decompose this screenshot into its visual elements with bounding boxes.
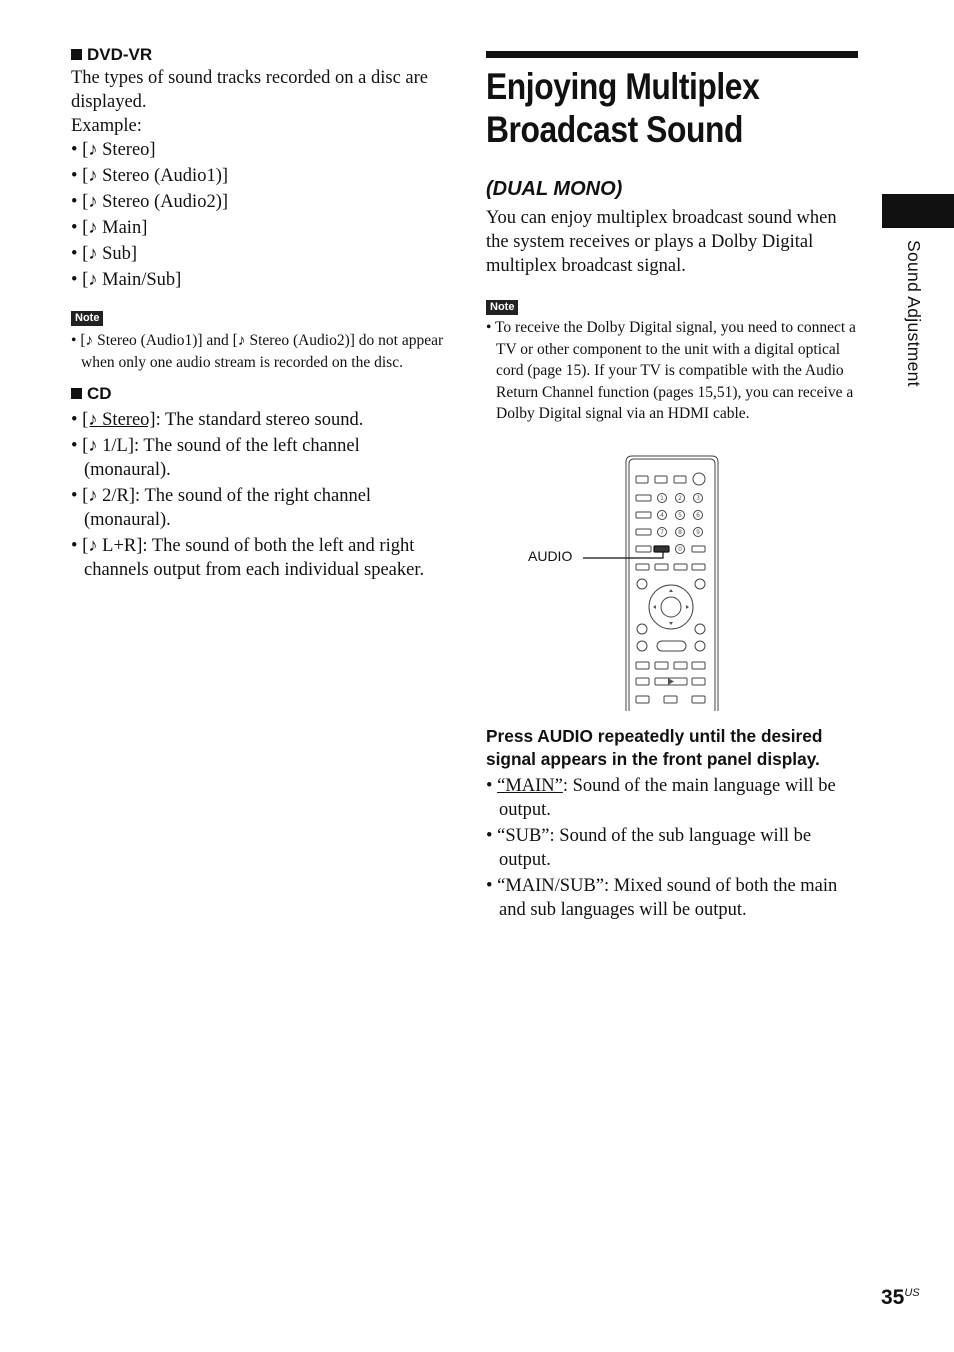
dvdvr-intro: The types of sound tracks recorded on a disc are displayed.: [71, 68, 429, 112]
list-item: • [♪ Stereo (Audio2)]: [71, 192, 229, 212]
cd-list: [71, 408, 446, 582]
square-bullet-icon: [71, 388, 82, 399]
svg-text:3: 3: [696, 495, 700, 502]
square-bullet-icon: [71, 49, 82, 60]
svg-text:7: 7: [660, 529, 664, 536]
svg-text:9: 9: [696, 529, 700, 536]
list-item: • [♪ Sub]: [71, 244, 138, 264]
list-item: • [♪ Stereo]: The standard stereo sound.: [71, 410, 364, 430]
svg-text:2: 2: [678, 495, 682, 502]
title-rule: [486, 51, 858, 58]
audio-button-highlight: [654, 546, 669, 552]
note-text: • To receive the Dolby Digital signal, you need to connect a TV or other component to the unit with a digital optical cord (page 15). If your TV is compatible with the Audio Return Channel function (pages 15,51), you can receive a Dolby Digital signal via an HDMI cable.: [486, 319, 856, 422]
list-item: • [♪ Main/Sub]: [71, 270, 182, 290]
remote-control-icon: [520, 452, 740, 714]
svg-text:0: 0: [678, 546, 682, 553]
step-instruction: Press AUDIO repeatedly until the desired signal appears in the front panel display.: [486, 725, 823, 769]
section-subtitle: (DUAL MONO): [486, 178, 623, 200]
svg-text:5: 5: [678, 512, 682, 519]
result-list: [486, 774, 858, 922]
side-tab-label: Sound Adjustment: [904, 240, 924, 387]
remote-control-figure: [520, 452, 740, 714]
page-number: $35^{US}$: [881, 1286, 920, 1309]
audio-callout-label: AUDIO: [528, 548, 573, 564]
dvdvr-heading: DVD-VR: [71, 44, 446, 66]
list-item: • [♪ 2/R]: The sound of the right channel (monaural).: [71, 486, 372, 530]
left-column: [71, 44, 446, 584]
intro-paragraph: You can enjoy multiplex broadcast sound when the system receives or plays a Dolby Digital multiplex broadcast signal.: [486, 208, 837, 276]
svg-text:8: 8: [678, 529, 682, 536]
page-title: Enjoying Multiplex Broadcast Sound: [486, 66, 760, 150]
dvdvr-list: [71, 138, 446, 292]
list-item: • [♪ L+R]: The sound of both the left and right channels output from each individual speaker.: [71, 536, 425, 580]
list-item: • [♪ Stereo]: [71, 140, 156, 160]
cd-heading: CD: [71, 383, 446, 405]
list-item: • [♪ Stereo (Audio1)]: [71, 166, 229, 186]
audio-leader-line: [583, 552, 663, 558]
example-label: Example:: [71, 116, 142, 136]
svg-text:6: 6: [696, 512, 700, 519]
list-item: • “SUB”: Sound of the sub language will be output.: [486, 825, 812, 870]
note-badge: Note: [486, 300, 518, 315]
list-item: • “MAIN/SUB”: Mixed sound of both the main and sub languages will be output.: [486, 875, 838, 920]
svg-text:1: 1: [660, 495, 664, 502]
note-badge: Note: [71, 311, 103, 326]
side-tab-marker: [882, 194, 954, 228]
list-item: • “MAIN”: Sound of the main language will be output.: [486, 775, 836, 820]
note-text: • [♪ Stereo (Audio1)] and [♪ Stereo (Audio2)] do not appear when only one audio stream is recorded on the disc.: [71, 332, 444, 371]
svg-text:4: 4: [660, 512, 664, 519]
list-item: • [♪ Main]: [71, 218, 148, 238]
list-item: • [♪ 1/L]: The sound of the left channel (monaural).: [71, 436, 360, 480]
